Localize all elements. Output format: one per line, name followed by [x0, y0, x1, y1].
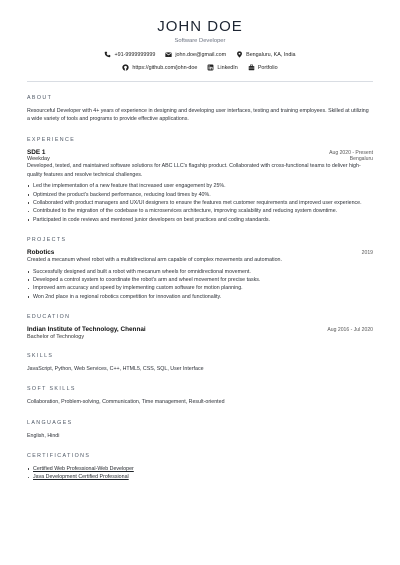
email-contact[interactable]: [165, 51, 226, 58]
section-heading-about: ABOUT: [27, 95, 53, 101]
job-role: SDE 1: [27, 148, 46, 156]
phone-number: +91-9999999999: [114, 51, 156, 58]
email-address: john.doe@gmail.com: [175, 51, 227, 58]
location-contact: [236, 51, 295, 58]
github-url: https://github.com/john-doe: [132, 64, 198, 71]
certification-list: [27, 465, 373, 482]
location-text: Bengaluru, KA, India: [246, 51, 296, 58]
contact-row-links: [27, 64, 373, 71]
linkedin-icon: [207, 64, 214, 71]
section-heading-skills: SKILLS: [27, 352, 54, 359]
job-location: Bengaluru: [349, 156, 373, 163]
mail-icon: [165, 51, 172, 58]
candidate-title: Software Developer: [174, 38, 226, 44]
github-icon: [122, 64, 129, 71]
project-bullets: [27, 268, 373, 302]
list-item: Led the implementation of a new feature that increased user engagement by 25%.: [27, 182, 373, 190]
contact-row-primary: [27, 51, 373, 58]
experience-entry: [27, 149, 373, 224]
project-year: 2019: [361, 250, 373, 257]
job-dates: Aug 2020 - Present: [329, 149, 373, 156]
list-item: Developed a control system to coordinate the robot's arm and wheel movement for precise tasks.: [27, 276, 373, 284]
about-text: Resourceful Developer with 4+ years of experience in designing and developing user interfaces, testing and training employees. Skilled at utilizing a wide variety of tools and programs to provide effective applications.: [27, 108, 369, 123]
list-item: Optimized the product's backend performance, reducing load times by 40%.: [27, 191, 373, 199]
company-name: Weekday: [27, 156, 50, 163]
soft-skills-text: Collaboration, Problem-solving, Communication, Time management, Result-oriented: [27, 399, 225, 406]
portfolio-link[interactable]: [248, 64, 278, 71]
location-pin-icon: [236, 51, 243, 58]
job-summary: Developed, tested, and maintained software solutions for ABC LLC's flagship product. Collaborated with cross-functional teams to deliver high-quality features and resolve technical challenges.: [27, 163, 361, 178]
certification-link[interactable]: Certified Web Professional-Web Developer: [33, 465, 134, 472]
phone-icon: [104, 51, 111, 58]
project-entry: [27, 249, 373, 301]
list-item: Participated in code reviews and mentored junior developers on best practices and coding standards.: [27, 216, 373, 224]
phone-contact[interactable]: [104, 51, 155, 58]
list-item: [27, 473, 373, 481]
list-item: Successfully designed and built a robot with mecanum wheels for omnidirectional movement.: [27, 268, 373, 276]
candidate-name: JOHN DOE: [157, 18, 243, 35]
list-item: Collaborated with product managers and UX/UI designers to ensure the features met customer requirements and improved user experience.: [27, 199, 373, 207]
education-dates: Aug 2016 - Jul 2020: [327, 327, 373, 334]
github-link[interactable]: [122, 64, 197, 71]
list-item: Won 2nd place in a regional robotics competition for innovation and functionality.: [27, 293, 373, 301]
certification-link[interactable]: Java Development Certified Professional: [33, 474, 129, 481]
section-heading-certifications: CERTIFICATIONS: [27, 452, 91, 459]
section-heading-projects: PROJECTS: [27, 237, 67, 244]
list-item: [27, 465, 373, 473]
degree-name: Bachelor of Technology: [27, 333, 85, 340]
project-summary: Created a mecanum wheel robot with a multidirectional arm capable of complex movements and automation.: [27, 257, 282, 264]
school-name: Indian Institute of Technology, Chennai: [27, 326, 146, 334]
list-item: Improved arm accuracy and speed by implementing custom software for motion planning.: [27, 284, 373, 292]
linkedin-label: LinkedIn: [217, 64, 238, 71]
section-heading-languages: LANGUAGES: [27, 419, 73, 426]
linkedin-link[interactable]: [207, 64, 237, 71]
skills-text: JavaScript, Python, Web Services, C++, HTML5, CSS, SQL, User Interface: [27, 365, 204, 372]
portfolio-label: Portfolio: [257, 64, 278, 71]
languages-text: English, Hindi: [27, 432, 60, 439]
project-name: Robotics: [27, 249, 55, 257]
education-entry: [27, 326, 373, 340]
header-divider: [27, 81, 373, 82]
job-bullets: [27, 182, 373, 224]
section-heading-experience: EXPERIENCE: [27, 136, 76, 143]
list-item: Contributed to the migration of the codebase to a microservices architecture, improving scalability and reducing system downtime.: [27, 207, 373, 215]
briefcase-icon: [248, 64, 255, 71]
section-heading-education: EDUCATION: [27, 314, 71, 321]
section-heading-soft-skills: SOFT SKILLS: [27, 386, 76, 393]
